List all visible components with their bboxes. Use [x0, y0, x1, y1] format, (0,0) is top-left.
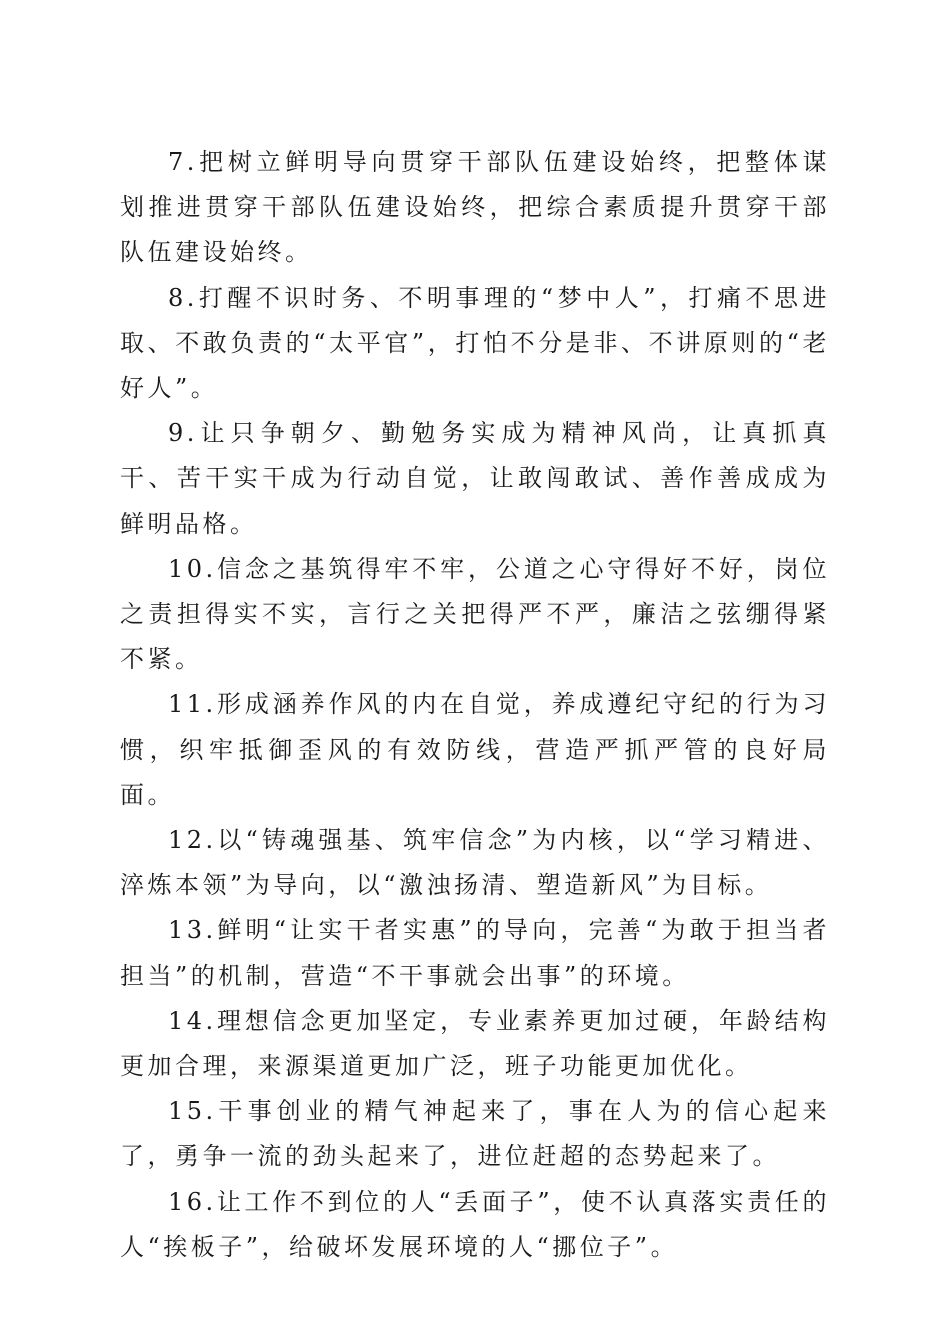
paragraph-15: 15.干事创业的精气神起来了，事在人为的信心起来了，勇争一流的劲头起来了，进位赶超的态势起来了。: [120, 1097, 830, 1171]
paragraph-8: 8.打醒不识时务、不明事理的“梦中人”，打痛不思进取、不敢负责的“太平官”，打怕不分是非、不讲原则的“老好人”。: [120, 283, 830, 403]
paragraph-12: 12.以“铸魂强基、筑牢信念”为内核，以“学习精进、淬炼本领”为导向，以“激浊扬清、塑造新风”为目标。: [120, 826, 830, 900]
paragraph-16: 16.让工作不到位的人“丢面子”，使不认真落实责任的人“挨板子”，给破坏发展环境的人“挪位子”。: [120, 1187, 830, 1261]
paragraph-9: 9.让只争朝夕、勤勉务实成为精神风尚，让真抓真干、苦干实干成为行动自觉，让敢闯敢试、善作善成成为鲜明品格。: [120, 419, 830, 538]
document-body: [120, 140, 830, 1270]
paragraph-13: 13.鲜明“让实干者实惠”的导向，完善“为敢于担当者担当”的机制，营造“不干事就会出事”的环境。: [120, 916, 830, 990]
paragraph-10: 10.信念之基筑得牢不牢，公道之心守得好不好，岗位之责担得实不实，言行之关把得严不严，廉洁之弦绷得紧不紧。: [120, 554, 830, 674]
paragraph-14: 14.理想信念更加坚定，专业素养更加过硬，年龄结构更加合理，来源渠道更加广泛，班子功能更加优化。: [120, 1006, 830, 1081]
paragraph-7: 7.把树立鲜明导向贯穿干部队伍建设始终，把整体谋划推进贯穿干部队伍建设始终，把综合素质提升贯穿干部队伍建设始终。: [120, 148, 830, 267]
paragraph-11: 11.形成涵养作风的内在自觉，养成遵纪守纪的行为习惯，织牢抵御歪风的有效防线，营造严抓严管的良好局面。: [120, 690, 830, 809]
